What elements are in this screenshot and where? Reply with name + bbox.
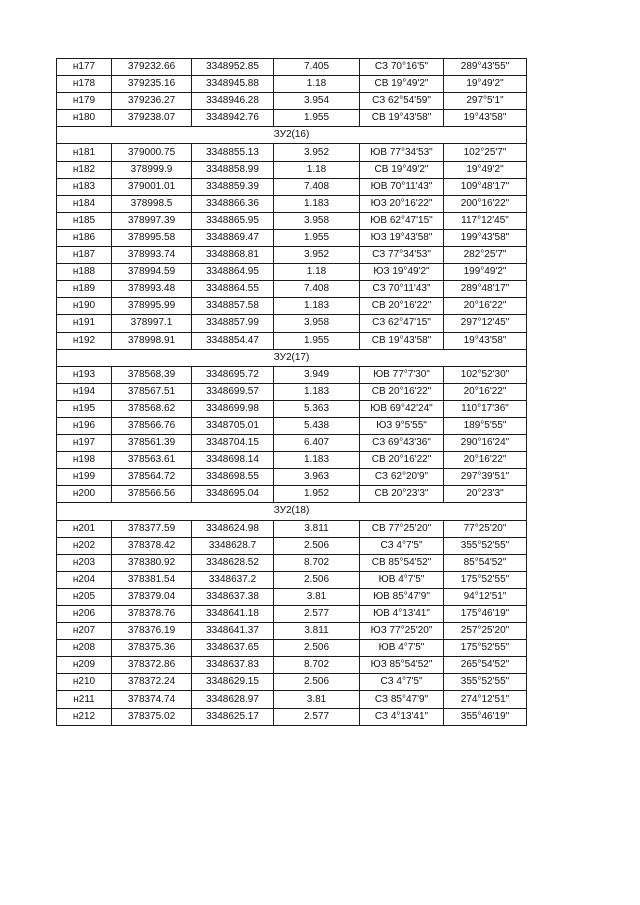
x-coordinate-cell: 378379.04	[112, 588, 192, 605]
point-id-cell: н196	[57, 417, 112, 434]
azimuth-cell: 19°49'2"	[444, 161, 527, 178]
x-coordinate-cell: 379000.75	[112, 144, 192, 161]
y-coordinate-cell: 3348699.98	[192, 400, 274, 417]
azimuth-cell: 200°16'22"	[444, 195, 527, 212]
bearing-cell: ЮВ 77°34'53"	[360, 144, 444, 161]
bearing-cell: ЮВ 70°11'43"	[360, 178, 444, 195]
x-coordinate-cell: 378564.72	[112, 469, 192, 486]
bearing-cell: СЗ 62°47'15"	[360, 315, 444, 332]
y-coordinate-cell: 3348705.01	[192, 417, 274, 434]
bearing-cell: СЗ 4°13'41"	[360, 708, 444, 725]
x-coordinate-cell: 378998.5	[112, 195, 192, 212]
x-coordinate-cell: 378372.86	[112, 657, 192, 674]
length-cell: 3.81	[274, 691, 360, 708]
x-coordinate-cell: 378380.92	[112, 554, 192, 571]
x-coordinate-cell: 378378.76	[112, 606, 192, 623]
length-cell: 3.958	[274, 212, 360, 229]
azimuth-cell: 110°17'36"	[444, 400, 527, 417]
point-id-cell: н187	[57, 247, 112, 264]
azimuth-cell: 19°43'58"	[444, 110, 527, 127]
azimuth-cell: 289°48'17"	[444, 281, 527, 298]
point-id-cell: н205	[57, 588, 112, 605]
table-row	[57, 332, 527, 349]
y-coordinate-cell: 3348698.14	[192, 452, 274, 469]
azimuth-cell: 265°54'52"	[444, 657, 527, 674]
x-coordinate-cell: 378378.42	[112, 537, 192, 554]
azimuth-cell: 355°52'55"	[444, 537, 527, 554]
bearing-cell: ЮЗ 20°16'22"	[360, 195, 444, 212]
azimuth-cell: 175°52'55"	[444, 571, 527, 588]
length-cell: 1.955	[274, 110, 360, 127]
table-row	[57, 195, 527, 212]
table-row	[57, 383, 527, 400]
y-coordinate-cell: 3348629.15	[192, 674, 274, 691]
x-coordinate-cell: 378563.61	[112, 452, 192, 469]
y-coordinate-cell: 3348704.15	[192, 435, 274, 452]
table-row	[57, 417, 527, 434]
y-coordinate-cell: 3348628.97	[192, 691, 274, 708]
x-coordinate-cell: 378566.76	[112, 417, 192, 434]
length-cell: 3.811	[274, 520, 360, 537]
y-coordinate-cell: 3348946.28	[192, 93, 274, 110]
point-id-cell: н211	[57, 691, 112, 708]
table-row	[57, 452, 527, 469]
x-coordinate-cell: 379238.07	[112, 110, 192, 127]
point-id-cell: н180	[57, 110, 112, 127]
azimuth-cell: 117°12'45"	[444, 212, 527, 229]
length-cell: 8.702	[274, 657, 360, 674]
x-coordinate-cell: 378997.39	[112, 212, 192, 229]
bearing-cell: СВ 20°16'22"	[360, 383, 444, 400]
y-coordinate-cell: 3348866.36	[192, 195, 274, 212]
section-header-row	[57, 127, 527, 144]
table-row	[57, 640, 527, 657]
length-cell: 2.506	[274, 571, 360, 588]
point-id-cell: н184	[57, 195, 112, 212]
point-id-cell: н188	[57, 264, 112, 281]
length-cell: 6.407	[274, 435, 360, 452]
coordinates-table-body	[57, 59, 527, 726]
section-title: ЗУ2(17)	[57, 349, 527, 366]
y-coordinate-cell: 3348628.52	[192, 554, 274, 571]
bearing-cell: ЮЗ 77°25'20"	[360, 623, 444, 640]
azimuth-cell: 20°16'22"	[444, 452, 527, 469]
y-coordinate-cell: 3348695.72	[192, 366, 274, 383]
y-coordinate-cell: 3348637.65	[192, 640, 274, 657]
azimuth-cell: 20°23'3"	[444, 486, 527, 503]
y-coordinate-cell: 3348628.7	[192, 537, 274, 554]
table-row	[57, 59, 527, 76]
y-coordinate-cell: 3348952.85	[192, 59, 274, 76]
y-coordinate-cell: 3348864.55	[192, 281, 274, 298]
y-coordinate-cell: 3348637.2	[192, 571, 274, 588]
length-cell: 5.438	[274, 417, 360, 434]
table-row	[57, 435, 527, 452]
bearing-cell: СЗ 70°16'5"	[360, 59, 444, 76]
azimuth-cell: 109°48'17"	[444, 178, 527, 195]
point-id-cell: н186	[57, 229, 112, 246]
length-cell: 1.183	[274, 195, 360, 212]
bearing-cell: ЮВ 4°13'41"	[360, 606, 444, 623]
length-cell: 2.577	[274, 606, 360, 623]
azimuth-cell: 297°12'45"	[444, 315, 527, 332]
length-cell: 3.952	[274, 144, 360, 161]
table-row	[57, 520, 527, 537]
length-cell: 5.363	[274, 400, 360, 417]
point-id-cell: н197	[57, 435, 112, 452]
bearing-cell: СВ 85°54'52"	[360, 554, 444, 571]
y-coordinate-cell: 3348869.47	[192, 229, 274, 246]
table-row	[57, 366, 527, 383]
length-cell: 3.949	[274, 366, 360, 383]
x-coordinate-cell: 378377.59	[112, 520, 192, 537]
y-coordinate-cell: 3348641.18	[192, 606, 274, 623]
bearing-cell: СВ 20°23'3"	[360, 486, 444, 503]
azimuth-cell: 102°52'30"	[444, 366, 527, 383]
table-row	[57, 264, 527, 281]
y-coordinate-cell: 3348637.38	[192, 588, 274, 605]
table-row	[57, 537, 527, 554]
x-coordinate-cell: 378561.39	[112, 435, 192, 452]
bearing-cell: СЗ 69°43'36"	[360, 435, 444, 452]
bearing-cell: СЗ 77°34'53"	[360, 247, 444, 264]
length-cell: 2.506	[274, 537, 360, 554]
y-coordinate-cell: 3348859.39	[192, 178, 274, 195]
point-id-cell: н189	[57, 281, 112, 298]
x-coordinate-cell: 379236.27	[112, 93, 192, 110]
point-id-cell: н200	[57, 486, 112, 503]
bearing-cell: ЮВ 4°7'5"	[360, 571, 444, 588]
table-row	[57, 178, 527, 195]
bearing-cell: СЗ 85°47'9"	[360, 691, 444, 708]
section-title: ЗУ2(18)	[57, 503, 527, 520]
section-title: ЗУ2(16)	[57, 127, 527, 144]
length-cell: 3.811	[274, 623, 360, 640]
y-coordinate-cell: 3348942.76	[192, 110, 274, 127]
length-cell: 1.183	[274, 452, 360, 469]
bearing-cell: ЮВ 4°7'5"	[360, 640, 444, 657]
azimuth-cell: 175°46'19"	[444, 606, 527, 623]
azimuth-cell: 102°25'7"	[444, 144, 527, 161]
x-coordinate-cell: 379235.16	[112, 76, 192, 93]
azimuth-cell: 199°49'2"	[444, 264, 527, 281]
x-coordinate-cell: 378568.39	[112, 366, 192, 383]
azimuth-cell: 20°16'22"	[444, 383, 527, 400]
point-id-cell: н201	[57, 520, 112, 537]
azimuth-cell: 297°39'51"	[444, 469, 527, 486]
point-id-cell: н204	[57, 571, 112, 588]
azimuth-cell: 290°16'24"	[444, 435, 527, 452]
bearing-cell: СВ 19°43'58"	[360, 332, 444, 349]
y-coordinate-cell: 3348625.17	[192, 708, 274, 725]
bearing-cell: ЮВ 77°7'30"	[360, 366, 444, 383]
point-id-cell: н209	[57, 657, 112, 674]
point-id-cell: н203	[57, 554, 112, 571]
table-row	[57, 571, 527, 588]
azimuth-cell: 77°25'20"	[444, 520, 527, 537]
point-id-cell: н195	[57, 400, 112, 417]
table-row	[57, 315, 527, 332]
length-cell: 1.18	[274, 76, 360, 93]
length-cell: 7.408	[274, 281, 360, 298]
point-id-cell: н207	[57, 623, 112, 640]
length-cell: 7.408	[274, 178, 360, 195]
y-coordinate-cell: 3348637.83	[192, 657, 274, 674]
length-cell: 7.405	[274, 59, 360, 76]
table-row	[57, 76, 527, 93]
point-id-cell: н202	[57, 537, 112, 554]
y-coordinate-cell: 3348855.13	[192, 144, 274, 161]
length-cell: 3.963	[274, 469, 360, 486]
azimuth-cell: 297°5'1"	[444, 93, 527, 110]
point-id-cell: н199	[57, 469, 112, 486]
table-row	[57, 110, 527, 127]
y-coordinate-cell: 3348857.58	[192, 298, 274, 315]
azimuth-cell: 282°25'7"	[444, 247, 527, 264]
bearing-cell: ЮЗ 85°54'52"	[360, 657, 444, 674]
point-id-cell: н210	[57, 674, 112, 691]
bearing-cell: СВ 19°49'2"	[360, 76, 444, 93]
bearing-cell: СЗ 4°7'5"	[360, 674, 444, 691]
y-coordinate-cell: 3348864.95	[192, 264, 274, 281]
length-cell: 2.577	[274, 708, 360, 725]
table-row	[57, 247, 527, 264]
bearing-cell: ЮВ 62°47'15"	[360, 212, 444, 229]
length-cell: 1.955	[274, 229, 360, 246]
point-id-cell: н190	[57, 298, 112, 315]
x-coordinate-cell: 378566.56	[112, 486, 192, 503]
table-row	[57, 212, 527, 229]
x-coordinate-cell: 378375.36	[112, 640, 192, 657]
azimuth-cell: 85°54'52"	[444, 554, 527, 571]
point-id-cell: н185	[57, 212, 112, 229]
length-cell: 2.506	[274, 674, 360, 691]
table-row	[57, 281, 527, 298]
point-id-cell: н182	[57, 161, 112, 178]
azimuth-cell: 19°49'2"	[444, 76, 527, 93]
azimuth-cell: 175°52'55"	[444, 640, 527, 657]
table-row	[57, 691, 527, 708]
y-coordinate-cell: 3348695.04	[192, 486, 274, 503]
y-coordinate-cell: 3348641.37	[192, 623, 274, 640]
length-cell: 8.702	[274, 554, 360, 571]
table-row	[57, 144, 527, 161]
x-coordinate-cell: 378997.1	[112, 315, 192, 332]
table-row	[57, 298, 527, 315]
point-id-cell: н194	[57, 383, 112, 400]
bearing-cell: ЮВ 69°42'24"	[360, 400, 444, 417]
table-row	[57, 708, 527, 725]
length-cell: 1.955	[274, 332, 360, 349]
bearing-cell: СВ 20°16'22"	[360, 298, 444, 315]
point-id-cell: н191	[57, 315, 112, 332]
bearing-cell: СВ 19°43'58"	[360, 110, 444, 127]
point-id-cell: н178	[57, 76, 112, 93]
point-id-cell: н183	[57, 178, 112, 195]
y-coordinate-cell: 3348624.98	[192, 520, 274, 537]
bearing-cell: СЗ 70°11'43"	[360, 281, 444, 298]
length-cell: 1.952	[274, 486, 360, 503]
bearing-cell: СЗ 62°20'9"	[360, 469, 444, 486]
y-coordinate-cell: 3348698.55	[192, 469, 274, 486]
length-cell: 3.958	[274, 315, 360, 332]
table-row	[57, 588, 527, 605]
point-id-cell: н208	[57, 640, 112, 657]
y-coordinate-cell: 3348857.99	[192, 315, 274, 332]
table-row	[57, 623, 527, 640]
x-coordinate-cell: 378994.59	[112, 264, 192, 281]
y-coordinate-cell: 3348945.88	[192, 76, 274, 93]
azimuth-cell: 355°46'19"	[444, 708, 527, 725]
x-coordinate-cell: 378375.02	[112, 708, 192, 725]
x-coordinate-cell: 378993.48	[112, 281, 192, 298]
point-id-cell: н193	[57, 366, 112, 383]
bearing-cell: ЮЗ 9°5'55"	[360, 417, 444, 434]
azimuth-cell: 20°16'22"	[444, 298, 527, 315]
length-cell: 2.506	[274, 640, 360, 657]
length-cell: 3.81	[274, 588, 360, 605]
azimuth-cell: 19°43'58"	[444, 332, 527, 349]
y-coordinate-cell: 3348858.99	[192, 161, 274, 178]
azimuth-cell: 257°25'20"	[444, 623, 527, 640]
x-coordinate-cell: 378999.9	[112, 161, 192, 178]
length-cell: 1.18	[274, 161, 360, 178]
x-coordinate-cell: 378376.19	[112, 623, 192, 640]
x-coordinate-cell: 378568.62	[112, 400, 192, 417]
length-cell: 1.18	[274, 264, 360, 281]
length-cell: 1.183	[274, 383, 360, 400]
x-coordinate-cell: 379232.66	[112, 59, 192, 76]
table-row	[57, 657, 527, 674]
x-coordinate-cell: 378995.99	[112, 298, 192, 315]
section-header-row	[57, 349, 527, 366]
azimuth-cell: 289°43'55"	[444, 59, 527, 76]
coordinates-table	[56, 58, 527, 726]
y-coordinate-cell: 3348699.57	[192, 383, 274, 400]
table-row	[57, 486, 527, 503]
point-id-cell: н212	[57, 708, 112, 725]
bearing-cell: СВ 19°49'2"	[360, 161, 444, 178]
length-cell: 3.954	[274, 93, 360, 110]
table-row	[57, 674, 527, 691]
table-row	[57, 606, 527, 623]
x-coordinate-cell: 378998.91	[112, 332, 192, 349]
point-id-cell: н179	[57, 93, 112, 110]
y-coordinate-cell: 3348854.47	[192, 332, 274, 349]
x-coordinate-cell: 378995.58	[112, 229, 192, 246]
point-id-cell: н206	[57, 606, 112, 623]
point-id-cell: н177	[57, 59, 112, 76]
x-coordinate-cell: 378381.54	[112, 571, 192, 588]
azimuth-cell: 274°12'51"	[444, 691, 527, 708]
azimuth-cell: 189°5'55"	[444, 417, 527, 434]
length-cell: 1.183	[274, 298, 360, 315]
x-coordinate-cell: 378374.74	[112, 691, 192, 708]
point-id-cell: н198	[57, 452, 112, 469]
bearing-cell: СЗ 62°54'59"	[360, 93, 444, 110]
bearing-cell: ЮЗ 19°49'2"	[360, 264, 444, 281]
bearing-cell: ЮЗ 19°43'58"	[360, 229, 444, 246]
length-cell: 3.952	[274, 247, 360, 264]
y-coordinate-cell: 3348865.95	[192, 212, 274, 229]
x-coordinate-cell: 378372.24	[112, 674, 192, 691]
bearing-cell: СВ 77°25'20"	[360, 520, 444, 537]
table-row	[57, 400, 527, 417]
x-coordinate-cell: 378993.74	[112, 247, 192, 264]
y-coordinate-cell: 3348868.81	[192, 247, 274, 264]
x-coordinate-cell: 379001.01	[112, 178, 192, 195]
section-header-row	[57, 503, 527, 520]
azimuth-cell: 355°52'55"	[444, 674, 527, 691]
table-row	[57, 554, 527, 571]
table-row	[57, 161, 527, 178]
table-row	[57, 229, 527, 246]
point-id-cell: н181	[57, 144, 112, 161]
bearing-cell: ЮВ 85°47'9"	[360, 588, 444, 605]
x-coordinate-cell: 378567.51	[112, 383, 192, 400]
bearing-cell: СВ 20°16'22"	[360, 452, 444, 469]
azimuth-cell: 199°43'58"	[444, 229, 527, 246]
bearing-cell: СЗ 4°7'5"	[360, 537, 444, 554]
point-id-cell: н192	[57, 332, 112, 349]
table-row	[57, 469, 527, 486]
azimuth-cell: 94°12'51"	[444, 588, 527, 605]
table-row	[57, 93, 527, 110]
